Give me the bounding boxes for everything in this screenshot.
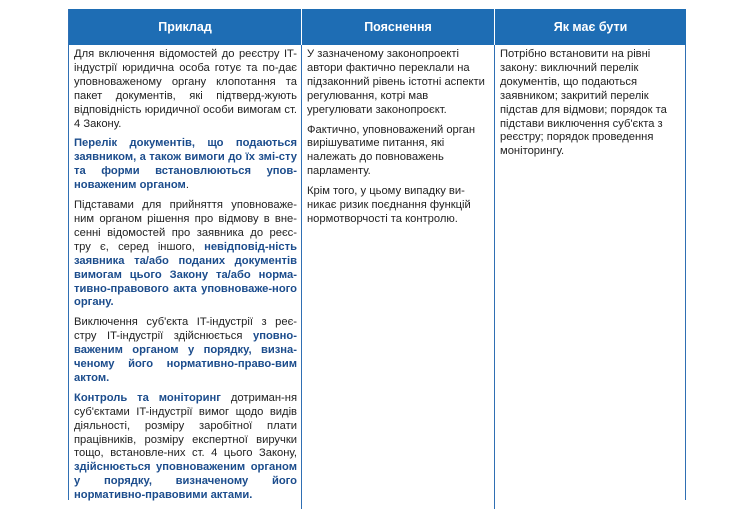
text-run: дотриман-ня суб'єктами IT-індустрії вимог щодо видів діяльності, розміру заробітної плати працівників, розміру експертної виручки тощо, встановле-них ст. 4 цього Закону, — [74, 391, 298, 460]
header-should-be: Як має бути — [495, 9, 687, 45]
text-run: . — [185, 179, 189, 192]
example-paragraph — [74, 48, 297, 131]
example-paragraph — [74, 137, 297, 193]
header-example: Приклад — [69, 9, 302, 45]
explanation-cell — [302, 45, 495, 509]
bold-run: Перелік документів, що подаються заявником, а також вимоги до їх змі-сту та форми встановлюються упов-новаженим органом — [74, 137, 297, 192]
should-be-cell — [495, 45, 687, 509]
example-cell — [69, 45, 302, 509]
bold-run: невідповід-ність заявника та/або поданих документів вимогам цього Закону та/або норма-тивно-правового акта уповноваже-ного органу. — [74, 240, 297, 309]
bold-run: здійснюється уповноваженим органом у порядку, визначеному його нормативно-правовими актами. — [74, 461, 297, 502]
explanation-paragraph: У зазначеному законопроекті автори фактично переклали на підзаконний рівень істотні аспекти регулювання, котрі мав урегулювати законопроєкт. — [307, 48, 485, 116]
should-be-paragraph: Потрібно встановити на рівні закону: виключний перелік документів, що подаються заявником; закритий перелік підстав для відмови; порядок та підстави виключення суб'єкта з реєстру; порядок проведення моніторингу. — [500, 48, 667, 158]
explanation-paragraph: Крім того, у цьому випадку ви-никає ризик поєднання функцій нормотворчості та контролю. — [307, 185, 471, 225]
bold-run: Контроль та моніторинг — [74, 391, 221, 404]
comparison-table — [68, 9, 686, 500]
header-explanation: Пояснення — [302, 9, 495, 45]
explanation-paragraph: Фактично, уповноважений орган вирішуватиме питання, які належать до повноважень парламенту. — [307, 123, 475, 178]
example-paragraph — [74, 199, 297, 310]
example-paragraph — [74, 392, 297, 503]
example-paragraph — [74, 316, 297, 386]
text-run: Для включення відомостей до реєстру IT-індустрії юридична особа готує та по-дає уповноваженому органу клопотання та пакет документів, які підтверд-жують відповідність юридичної особи вимогам ст. 4 Закону. — [74, 48, 297, 130]
bold-run: уповно-важеним органом у порядку, визна-ченому його нормативно-право-вим актом. — [74, 330, 297, 384]
text-run: Підставами для прийняття уповноваже-ним органом рішення про відмову в вне-сенні відомостей про заявника до реєс-тру є, серед іншого, — [74, 199, 297, 253]
text-run: Виключення суб'єкта IT-індустрії з реє-стру IT-індустрії здійснюється — [74, 316, 297, 343]
